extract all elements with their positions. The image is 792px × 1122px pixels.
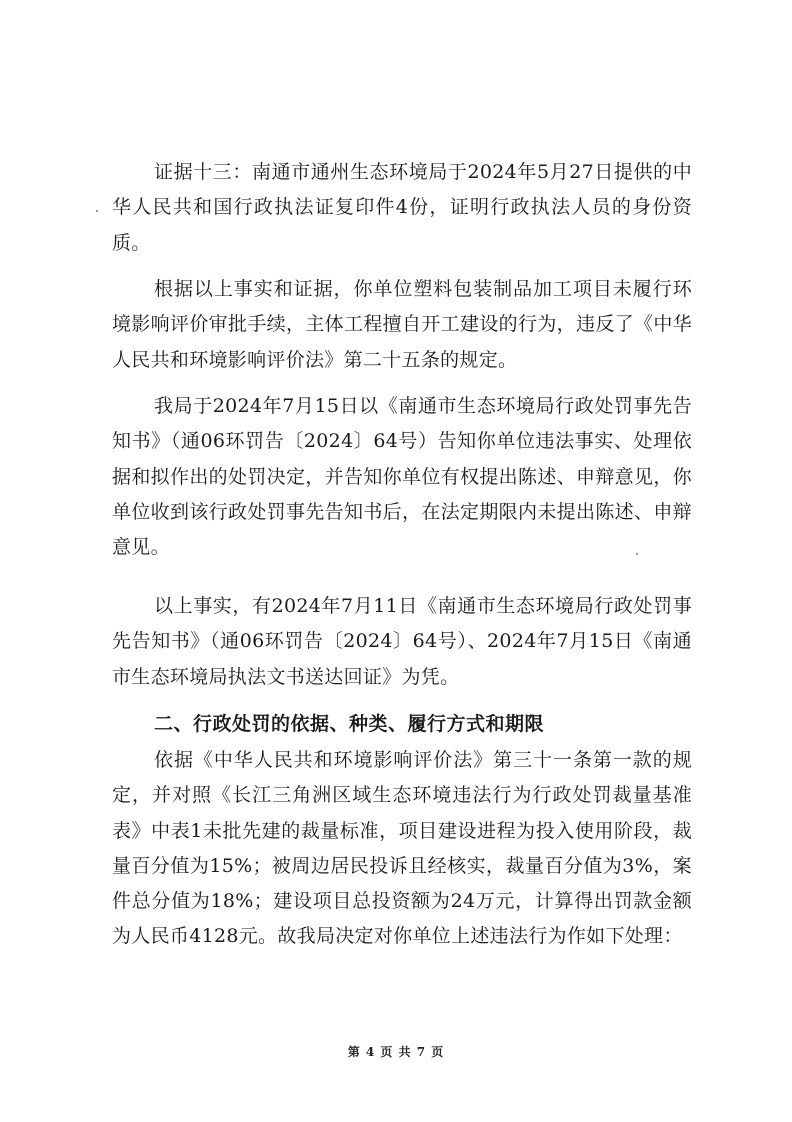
- scan-speck: [636, 553, 638, 555]
- prior-notice-paragraph: 我局于2024年7月15日以《南通市生态环境局行政处罚事先告知书》（通06环罚告〔2024〕64号）告知你单位违法事实、处理依据和拟作出的处罚决定，并告知你单位有权提出陈述、申辩意见，你单位收到该行政处罚事先告知书后，在法定期限内未提出陈述、申辩意见。: [112, 395, 692, 559]
- section-heading: 二、行政处罚的依据、种类、履行方式和期限: [154, 713, 545, 735]
- supporting-documents-paragraph: 以上事实，有2024年7月11日《南通市生态环境局行政处罚事先告知书》（通06环罚告〔2024〕64号）、2024年7月15日《南通市生态环境局执法文书送达回证》为凭。: [112, 595, 692, 688]
- penalty-basis-paragraph: 依据《中华人民共和环境影响评价法》第三十一条第一款的规定，并对照《长江三角洲区域生态环境违法行为行政处罚裁量基准表》中表1未批先建的裁量标准，项目建设进程为投入使用阶段，裁量百分值为15%；被周边居民投诉且经核实，裁量百分值为3%，案件总分值为18%；建设项目总投资额为24万元，计算得出罚款金额为人民币4128元。故我局决定对你单位上述违法行为作如下处理：: [112, 749, 692, 948]
- evidence-13-paragraph: 证据十三：南通市通州生态环境局于2024年5月27日提供的中华人民共和国行政执法证复印件4份，证明行政执法人员的身份资质。: [112, 161, 692, 254]
- violation-finding-paragraph: 根据以上事实和证据，你单位塑料包装制品加工项目未履行环境影响评价审批手续，主体工程擅自开工建设的行为，违反了《中华人民共和环境影响评价法》第二十五条的规定。: [112, 278, 692, 371]
- scan-speck: [96, 210, 98, 212]
- page-footer: 第 4 页 共 7 页: [347, 1045, 445, 1059]
